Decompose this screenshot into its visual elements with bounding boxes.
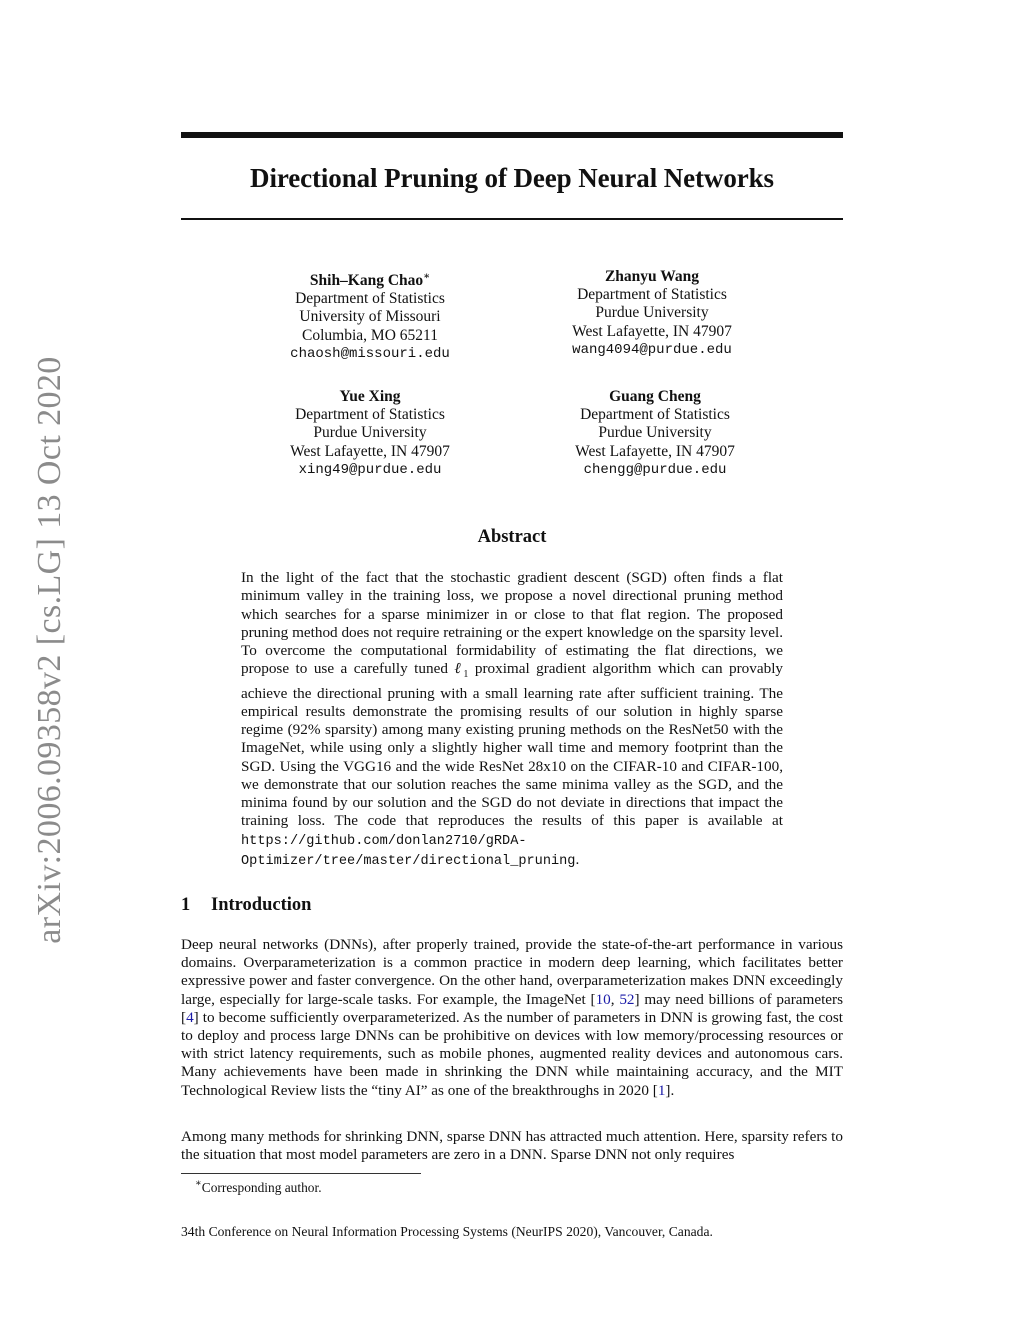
author-block <box>240 268 500 363</box>
title-rule-top <box>181 132 843 138</box>
author-department: Department of Statistics <box>580 406 730 424</box>
author-department: Department of Statistics <box>295 290 445 308</box>
arxiv-stamp: arXiv:2006.09358v2 [cs.LG] 13 Oct 2020 <box>31 356 68 944</box>
author-email[interactable]: chaosh@missouri.edu <box>290 345 450 362</box>
footnote-rule <box>181 1173 421 1174</box>
author-address: West Lafayette, IN 47907 <box>290 442 450 460</box>
author-block <box>240 388 500 479</box>
author-block <box>522 268 782 359</box>
author-address: West Lafayette, IN 47907 <box>575 442 735 460</box>
author-institution: Purdue University <box>598 424 712 442</box>
footnote-text: Corresponding author. <box>201 1180 322 1195</box>
author-email[interactable]: wang4094@purdue.edu <box>572 341 732 358</box>
venue-footer: 34th Conference on Neural Information Processing Systems (NeurIPS 2020), Vancouver, Canada. <box>181 1224 713 1239</box>
author-institution: Purdue University <box>595 304 709 322</box>
author-address: West Lafayette, IN 47907 <box>572 322 732 340</box>
abstract-heading: Abstract <box>477 527 547 547</box>
author-email[interactable]: xing49@purdue.edu <box>298 461 442 478</box>
code-url[interactable]: https://github.com/donlan2710/gRDA-Optimizer/tree/master/directional_pruning <box>241 833 576 869</box>
author-department: Department of Statistics <box>577 286 727 304</box>
footnote-marker: ∗ <box>195 1178 202 1189</box>
math-subscript: 1 <box>463 669 469 681</box>
citation-link[interactable]: 4 <box>186 1008 194 1026</box>
author-address: Columbia, MO 65211 <box>302 326 438 344</box>
intro-paragraph: Among many methods for shrinking DNN, sparse DNN has attracted much attention. Here, sparsity refers to the situation that most model parameters are zero in a DNN. Sparse DNN not only requires <box>181 1128 843 1164</box>
author-name: Zhanyu Wang <box>604 268 700 285</box>
author-institution: University of Missouri <box>299 308 441 326</box>
citation-link[interactable]: 52 <box>619 990 635 1008</box>
section-title: Introduction <box>211 895 312 915</box>
section-number: 1 <box>181 895 191 915</box>
footnote <box>195 1178 322 1196</box>
author-block <box>525 388 785 479</box>
intro-paragraph: Deep neural networks (DNNs), after properly trained, provide the state-of-the-art performance in various domains. Overparameterization is a common practice in modern deep learning, which facilitates better expressive power and faster convergence. On the other hand, overparameterization makes DNN exceedingly large, especially for large-scale tasks. For example, the ImageNet [10, 52] may need billions of parameters [4] to become sufficiently overparameterized. As the number of parameters in DNN is growing fast, the cost to deploy and process large DNNs can be prohibitive on devices with low memory/processing resources or with strict latency requirements, such as mobile phones, augmented reality devices and autonomous cars. Many achievements have been made in shrinking the DNN while maintaining accuracy, and the MIT Technological Review lists the “tiny AI” as one of the breakthroughs in 2020 [1]. <box>181 936 843 1099</box>
paper-title: Directional Pruning of Deep Neural Networks <box>250 163 774 193</box>
author-institution: Purdue University <box>313 424 427 442</box>
author-department: Department of Statistics <box>295 406 445 424</box>
citation-link[interactable]: 1 <box>657 1081 666 1099</box>
abstract-body: In the light of the fact that the stochastic gradient descent (SGD) often finds a flat minimum valley in the training loss, we propose a novel directional pruning method which searches for a sparse minimizer in or close to that flat region. The proposed pruning method does not require retraining or the expert knowledge on the sparsity level. To overcome the computational formidability of estimating the flat directions, we propose to use a carefully tuned ℓ$_1$ proximal gradient algorithm which can provably achieve the directional pruning with a small learning rate after sufficient training. The empirical results demonstrate the promising results of our solution in highly sparse regime (92% sparsity) among many existing pruning methods on the ResNet50 with the ImageNet, while using only a slightly higher wall time and memory footprint than the SGD. Using the VGG16 and the wide ResNet 28x10 on the CIFAR-10 and CIFAR-100, we demonstrate that our solution reaches the same minima valley as the SGD, and the minima found by our solution and the SGD do not deviate in directions that impact the training loss. The code that reproduces the results of this paper is available at https://github.com/donlan2710/gRDA-Optimizer/tree/master/directional_pruning. <box>241 569 784 869</box>
section-heading <box>181 895 311 916</box>
author-name: Yue Xing <box>339 388 401 405</box>
math-ell: ℓ <box>454 660 464 678</box>
author-name: Guang Cheng <box>609 388 701 405</box>
footnote-marker: ∗ <box>423 271 431 282</box>
title-rule-bottom <box>181 218 843 220</box>
citation-link[interactable]: 10 <box>595 990 611 1008</box>
author-email[interactable]: chengg@purdue.edu <box>583 461 727 478</box>
author-name: Shih–Kang Chao∗ <box>309 271 431 289</box>
